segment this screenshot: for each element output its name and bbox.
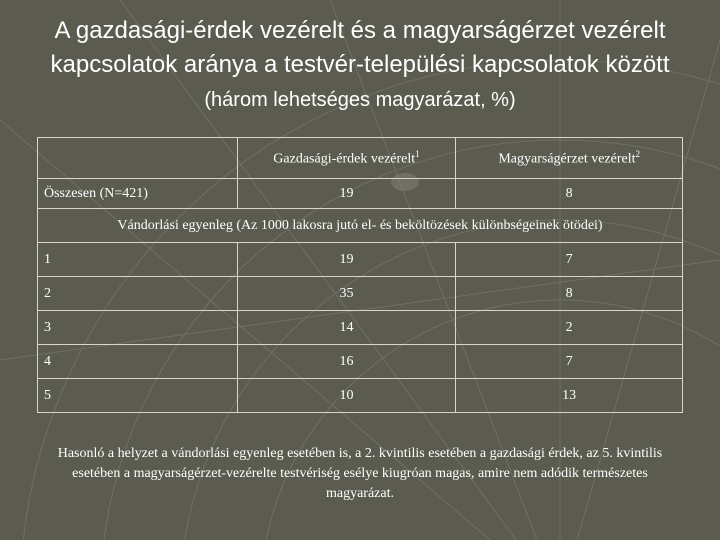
row-col2: 19: [237, 243, 456, 277]
table-row: [38, 277, 683, 311]
slide-title: [20, 14, 700, 117]
row-col3: 13: [456, 379, 683, 413]
header-col3-footnote: 2: [635, 148, 641, 159]
row-col2: 10: [237, 379, 456, 413]
section-header: Vándorlási egyenleg (Az 1000 lakosra jutó el- és beköltözések különbségeinek ötödei): [38, 209, 683, 243]
total-col2: 19: [237, 179, 456, 209]
row-col2: 16: [237, 345, 456, 379]
header-col-economic-interest: [237, 138, 456, 179]
data-table: [37, 137, 683, 413]
header-empty-cell: [38, 138, 238, 179]
table-row: [38, 311, 683, 345]
table-header-row: [38, 138, 683, 179]
row-label: 2: [38, 277, 238, 311]
row-label: 3: [38, 311, 238, 345]
row-label: 1: [38, 243, 238, 277]
row-col3: 8: [456, 277, 683, 311]
table-section-row: [38, 209, 683, 243]
table-total-row: [38, 179, 683, 209]
header-col-hungarian-identity: [456, 138, 683, 179]
total-label: Összesen (N=421): [38, 179, 238, 209]
table-row: [38, 243, 683, 277]
header-col2-footnote: 1: [415, 148, 420, 159]
title-main: A gazdasági-érdek vezérelt és a magyarságérzet vezérelt kapcsolatok aránya a testvér-települési kapcsolatok között: [50, 17, 670, 78]
row-col3: 2: [456, 311, 683, 345]
row-col2: 14: [237, 311, 456, 345]
row-col3: 7: [456, 243, 683, 277]
table-row: [38, 379, 683, 413]
row-label: 5: [38, 379, 238, 413]
note-text: Hasonló a helyzet a vándorlási egyenleg esetében is, a 2. kvintilis esetében a gazdasági érdek, az 5. kvintilis esetében a magyarságérzet-vezérelte testvériség esélye kiugróan magas, amire nem adódik természetes magyarázat.: [57, 446, 663, 501]
row-col3: 7: [456, 345, 683, 379]
header-col2-label: Gazdasági-érdek vezérelt: [273, 151, 416, 167]
row-label: 4: [38, 345, 238, 379]
title-subtitle: (három lehetséges magyarázat, %): [204, 89, 516, 111]
row-col2: 35: [237, 277, 456, 311]
table-row: [38, 345, 683, 379]
header-col3-label: Magyarságérzet vezérelt: [498, 151, 636, 167]
total-col3: 8: [456, 179, 683, 209]
